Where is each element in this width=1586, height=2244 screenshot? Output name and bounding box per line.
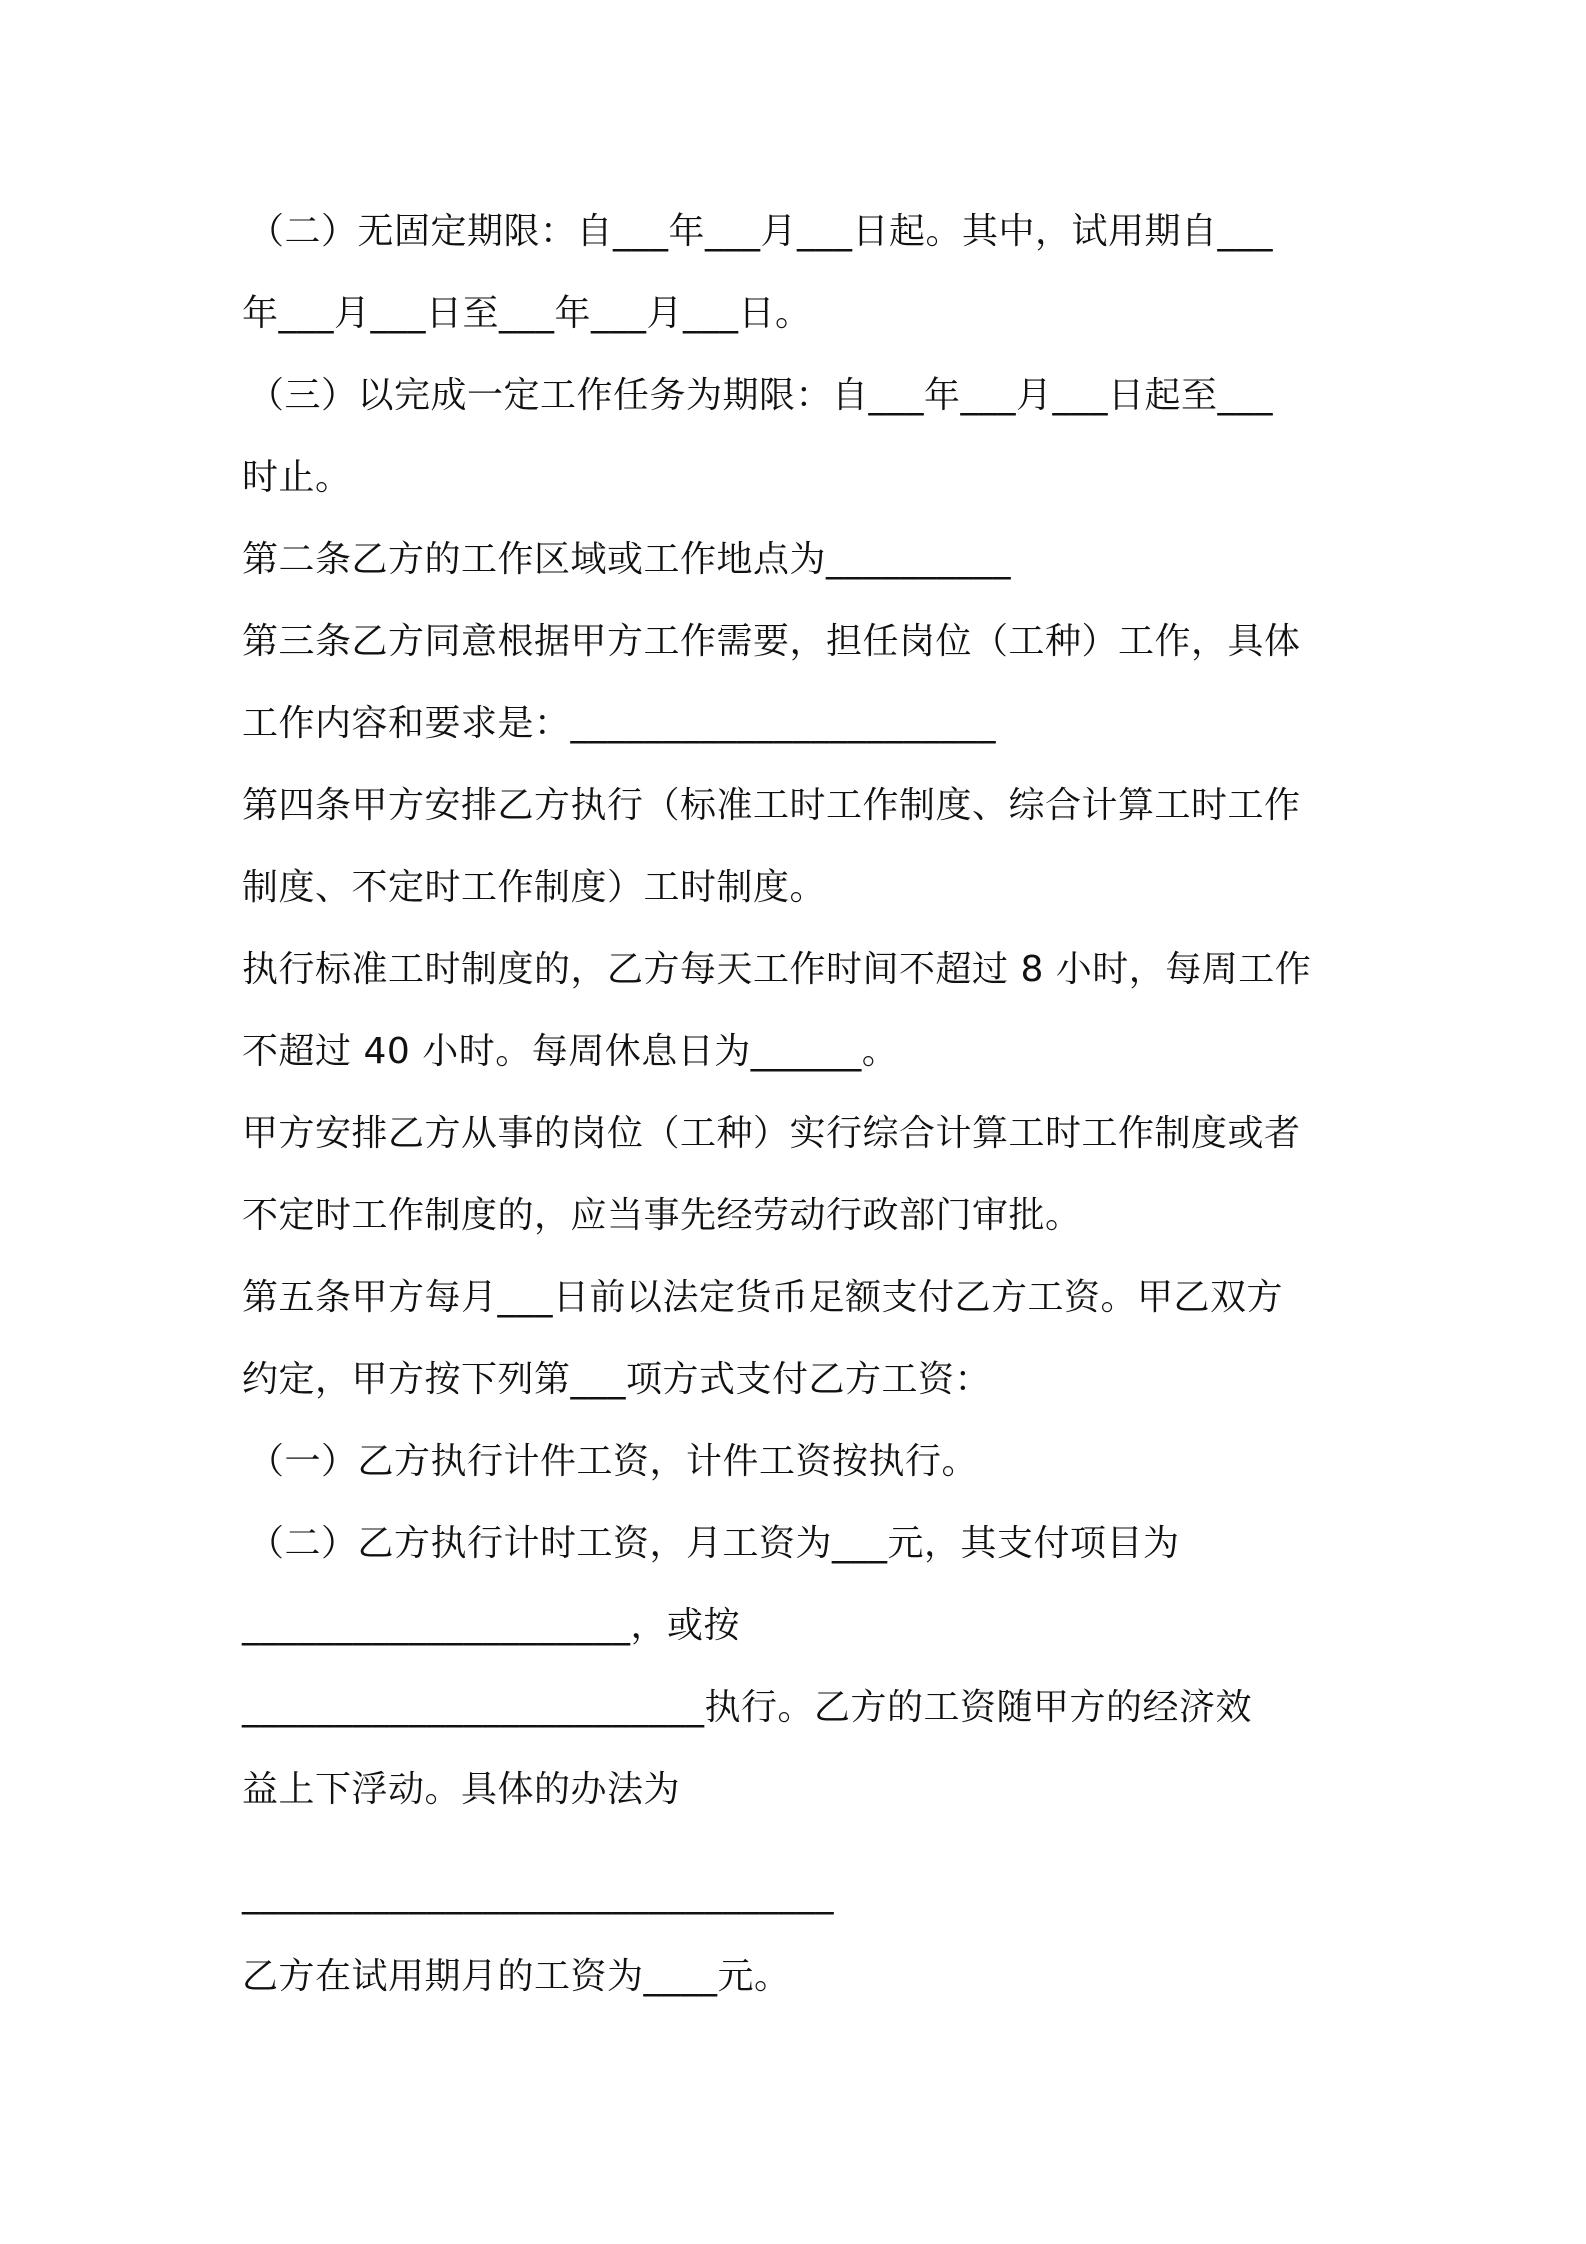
text-line: _________________________执行。乙方的工资随甲方的经济效 [242, 1687, 1253, 1728]
text-line: 时止。 [242, 457, 352, 498]
text-line: 不超过 40 小时。每周休息日为______。 [242, 1031, 899, 1072]
text-line: （三）以完成一定工作任务为期限：自___年___月___日起至___ [248, 375, 1274, 416]
text-line: 工作内容和要求是：_______________________ [242, 703, 997, 744]
text-line: 制度、不定时工作制度）工时制度。 [242, 867, 827, 908]
text-line: 甲方安排乙方从事的岗位（工种）实行综合计算工时工作制度或者 [242, 1113, 1301, 1154]
text-line: 第五条甲方每月___日前以法定货币足额支付乙方工资。甲乙双方 [242, 1277, 1284, 1318]
text-line: ________________________________ [242, 1874, 834, 1915]
text-line: （一）乙方执行计件工资，计件工资按执行。 [248, 1441, 979, 1482]
text-line: 不定时工作制度的，应当事先经劳动行政部门审批。 [242, 1195, 1082, 1236]
text-line: 约定，甲方按下列第___项方式支付乙方工资： [242, 1359, 992, 1400]
text-line: 第二条乙方的工作区域或工作地点为__________ [242, 539, 1012, 580]
text-line: 乙方在试用期月的工资为____元。 [242, 1956, 791, 1997]
text-line: _____________________，或按 [242, 1605, 741, 1646]
text-line: （二）无固定期限：自___年___月___日起。其中，试用期自___ [248, 211, 1274, 252]
text-line: 第四条甲方安排乙方执行（标准工时工作制度、综合计算工时工作 [242, 785, 1301, 826]
text-line: 执行标准工时制度的，乙方每天工作时间不超过 8 小时，每周工作 [242, 949, 1312, 990]
text-line: 第三条乙方同意根据甲方工作需要，担任岗位（工种）工作，具体 [242, 621, 1301, 662]
text-line: （二）乙方执行计时工资，月工资为___元，其支付项目为 [248, 1523, 1180, 1564]
text-line: 年___月___日至___年___月___日。 [242, 293, 812, 334]
text-line: 益上下浮动。具体的办法为 [242, 1769, 681, 1810]
